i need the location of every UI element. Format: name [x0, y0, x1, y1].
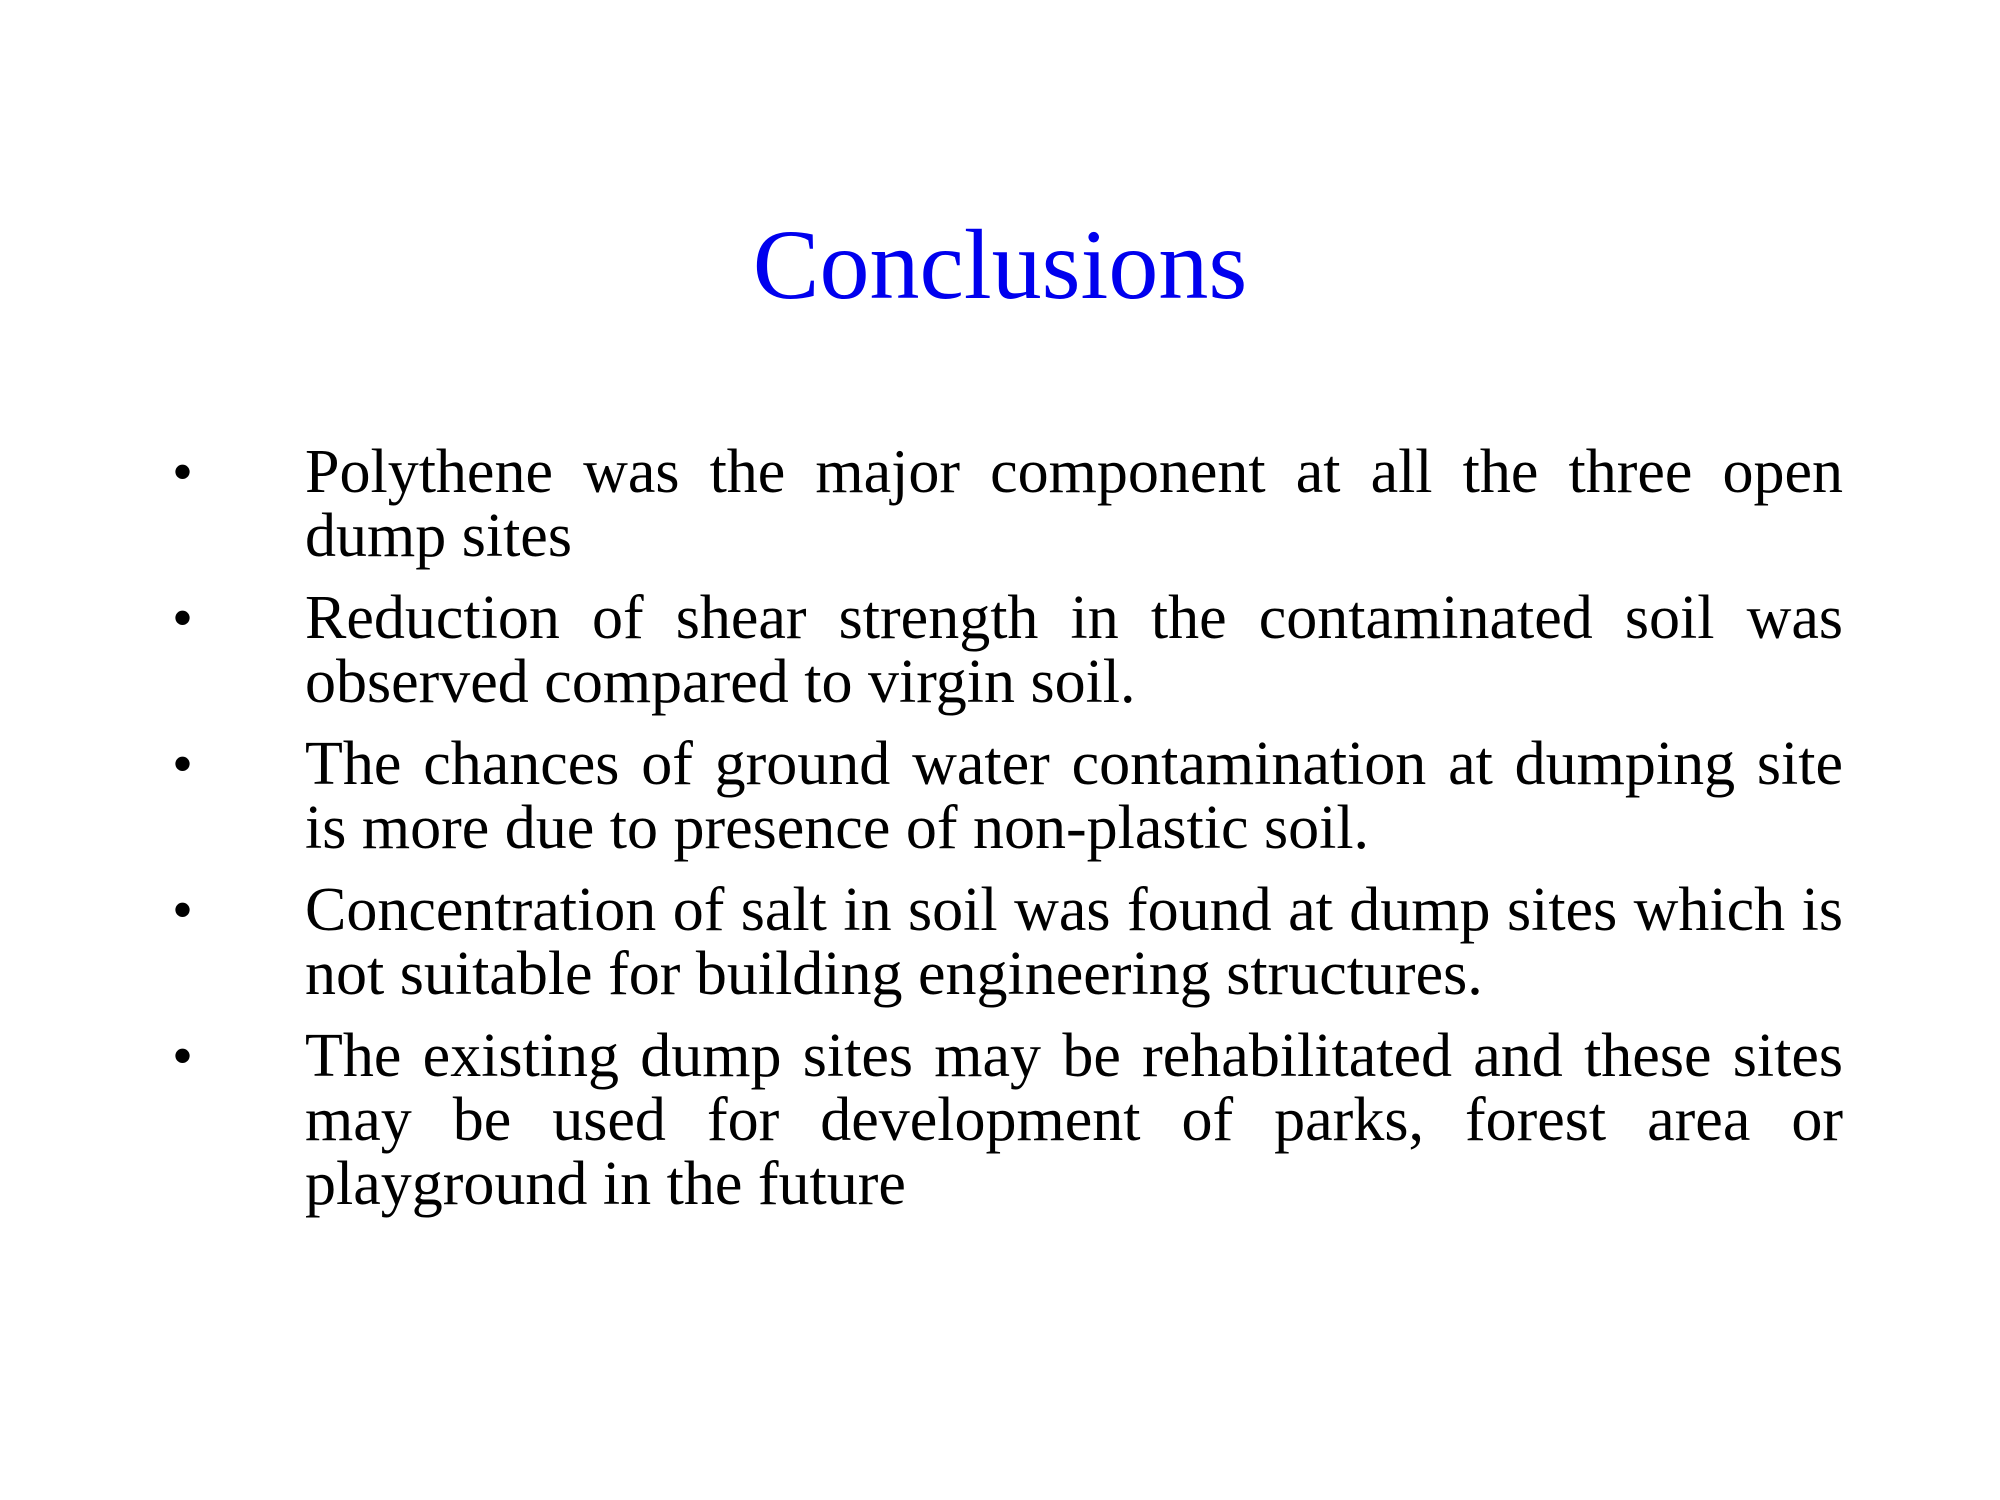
- list-item: [0, 440, 2000, 568]
- bullet-text: Polythene was the major component at all the three open dump sites: [305, 438, 1843, 570]
- conclusions-list: [0, 440, 2000, 1234]
- bullet-text: Reduction of shear strength in the contaminated soil was observed compared to virgin soil.: [305, 584, 1843, 716]
- bullet-icon: •: [172, 1023, 194, 1089]
- slide-title: Conclusions: [752, 209, 1248, 320]
- bullet-icon: •: [172, 877, 194, 943]
- bullet-text: The chances of ground water contamination at dumping site is more due to presence of non-plastic soil.: [305, 730, 1843, 862]
- bullet-icon: •: [172, 585, 194, 651]
- list-item: [0, 732, 2000, 860]
- list-item: [0, 1024, 2000, 1216]
- list-item: [0, 878, 2000, 1006]
- bullet-text: Concentration of salt in soil was found at dump sites which is not suitable for building engineering structures.: [305, 876, 1843, 1008]
- bullet-icon: •: [172, 439, 194, 505]
- bullet-icon: •: [172, 731, 194, 797]
- bullet-text: The existing dump sites may be rehabilitated and these sites may be used for development of parks, forest area or playground in the future: [305, 1022, 1843, 1218]
- list-item: [0, 586, 2000, 714]
